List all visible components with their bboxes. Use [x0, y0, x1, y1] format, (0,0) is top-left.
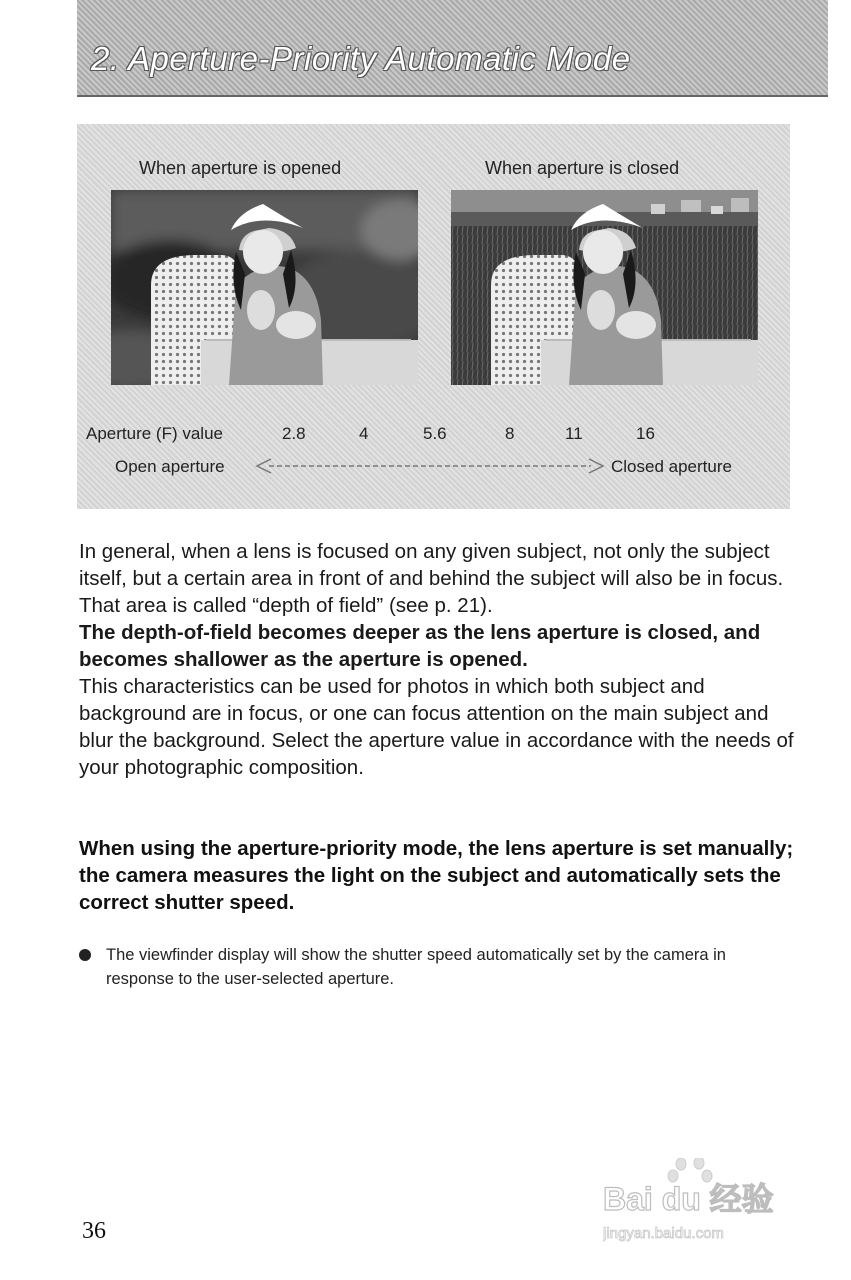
f-value: 2.8	[282, 424, 306, 443]
mode-emphasis: When using the aperture-priority mode, the lens aperture is set manually; the camera measures the light on the subject and automatically sets the correct shutter speed.	[79, 837, 794, 914]
bullet-text: The viewfinder display will show the shutter speed automatically set by the camera in response to the user-selected aperture.	[106, 946, 726, 988]
woman-portrait-sharp-image	[451, 190, 758, 385]
photo-closed-aperture	[451, 190, 758, 385]
watermark-url: jingyan.baidu.com	[603, 1225, 724, 1242]
bullet-icon	[79, 949, 91, 961]
bullet-note	[79, 943, 779, 991]
woman-portrait-blurred-image	[111, 190, 418, 385]
section-title: 2. Aperture-Priority Automatic Mode	[91, 40, 631, 77]
aperture-scale-label: Aperture (F) value	[86, 424, 223, 443]
closed-aperture-label: Closed aperture	[611, 457, 732, 476]
f-value: 4	[359, 424, 369, 443]
depth-of-field-statement: The depth-of-field becomes deeper as the lens aperture is closed, and becomes shallower as the aperture is opened.	[79, 621, 761, 671]
open-aperture-label: Open aperture	[115, 457, 225, 476]
f-value: 16	[636, 424, 655, 443]
section-header	[77, 0, 828, 97]
caption-closed: When aperture is closed	[485, 158, 680, 178]
baidu-watermark	[603, 1158, 803, 1248]
photo-open-aperture	[111, 190, 418, 385]
body-text	[79, 538, 794, 781]
caption-open: When aperture is opened	[139, 158, 342, 178]
f-value: 8	[505, 424, 515, 443]
usage-paragraph: This characteristics can be used for photos in which both subject and background are in focus, or one can focus attention on the main subject and blur the background. Select the aperture value in accordance with the needs of your photographic composition.	[79, 675, 794, 779]
page-number: 36	[82, 1218, 106, 1244]
aperture-figure	[77, 124, 790, 509]
f-value: 5.6	[423, 424, 447, 443]
double-arrow-icon	[255, 458, 605, 474]
f-value: 11	[565, 424, 583, 443]
intro-paragraph: In general, when a lens is focused on any given subject, not only the subject itself, but a certain area in front of and behind the subject will also be in focus. That area is called “depth of field” (see p. 21).	[79, 540, 784, 617]
watermark-brand: Bai du 经验	[603, 1181, 774, 1217]
